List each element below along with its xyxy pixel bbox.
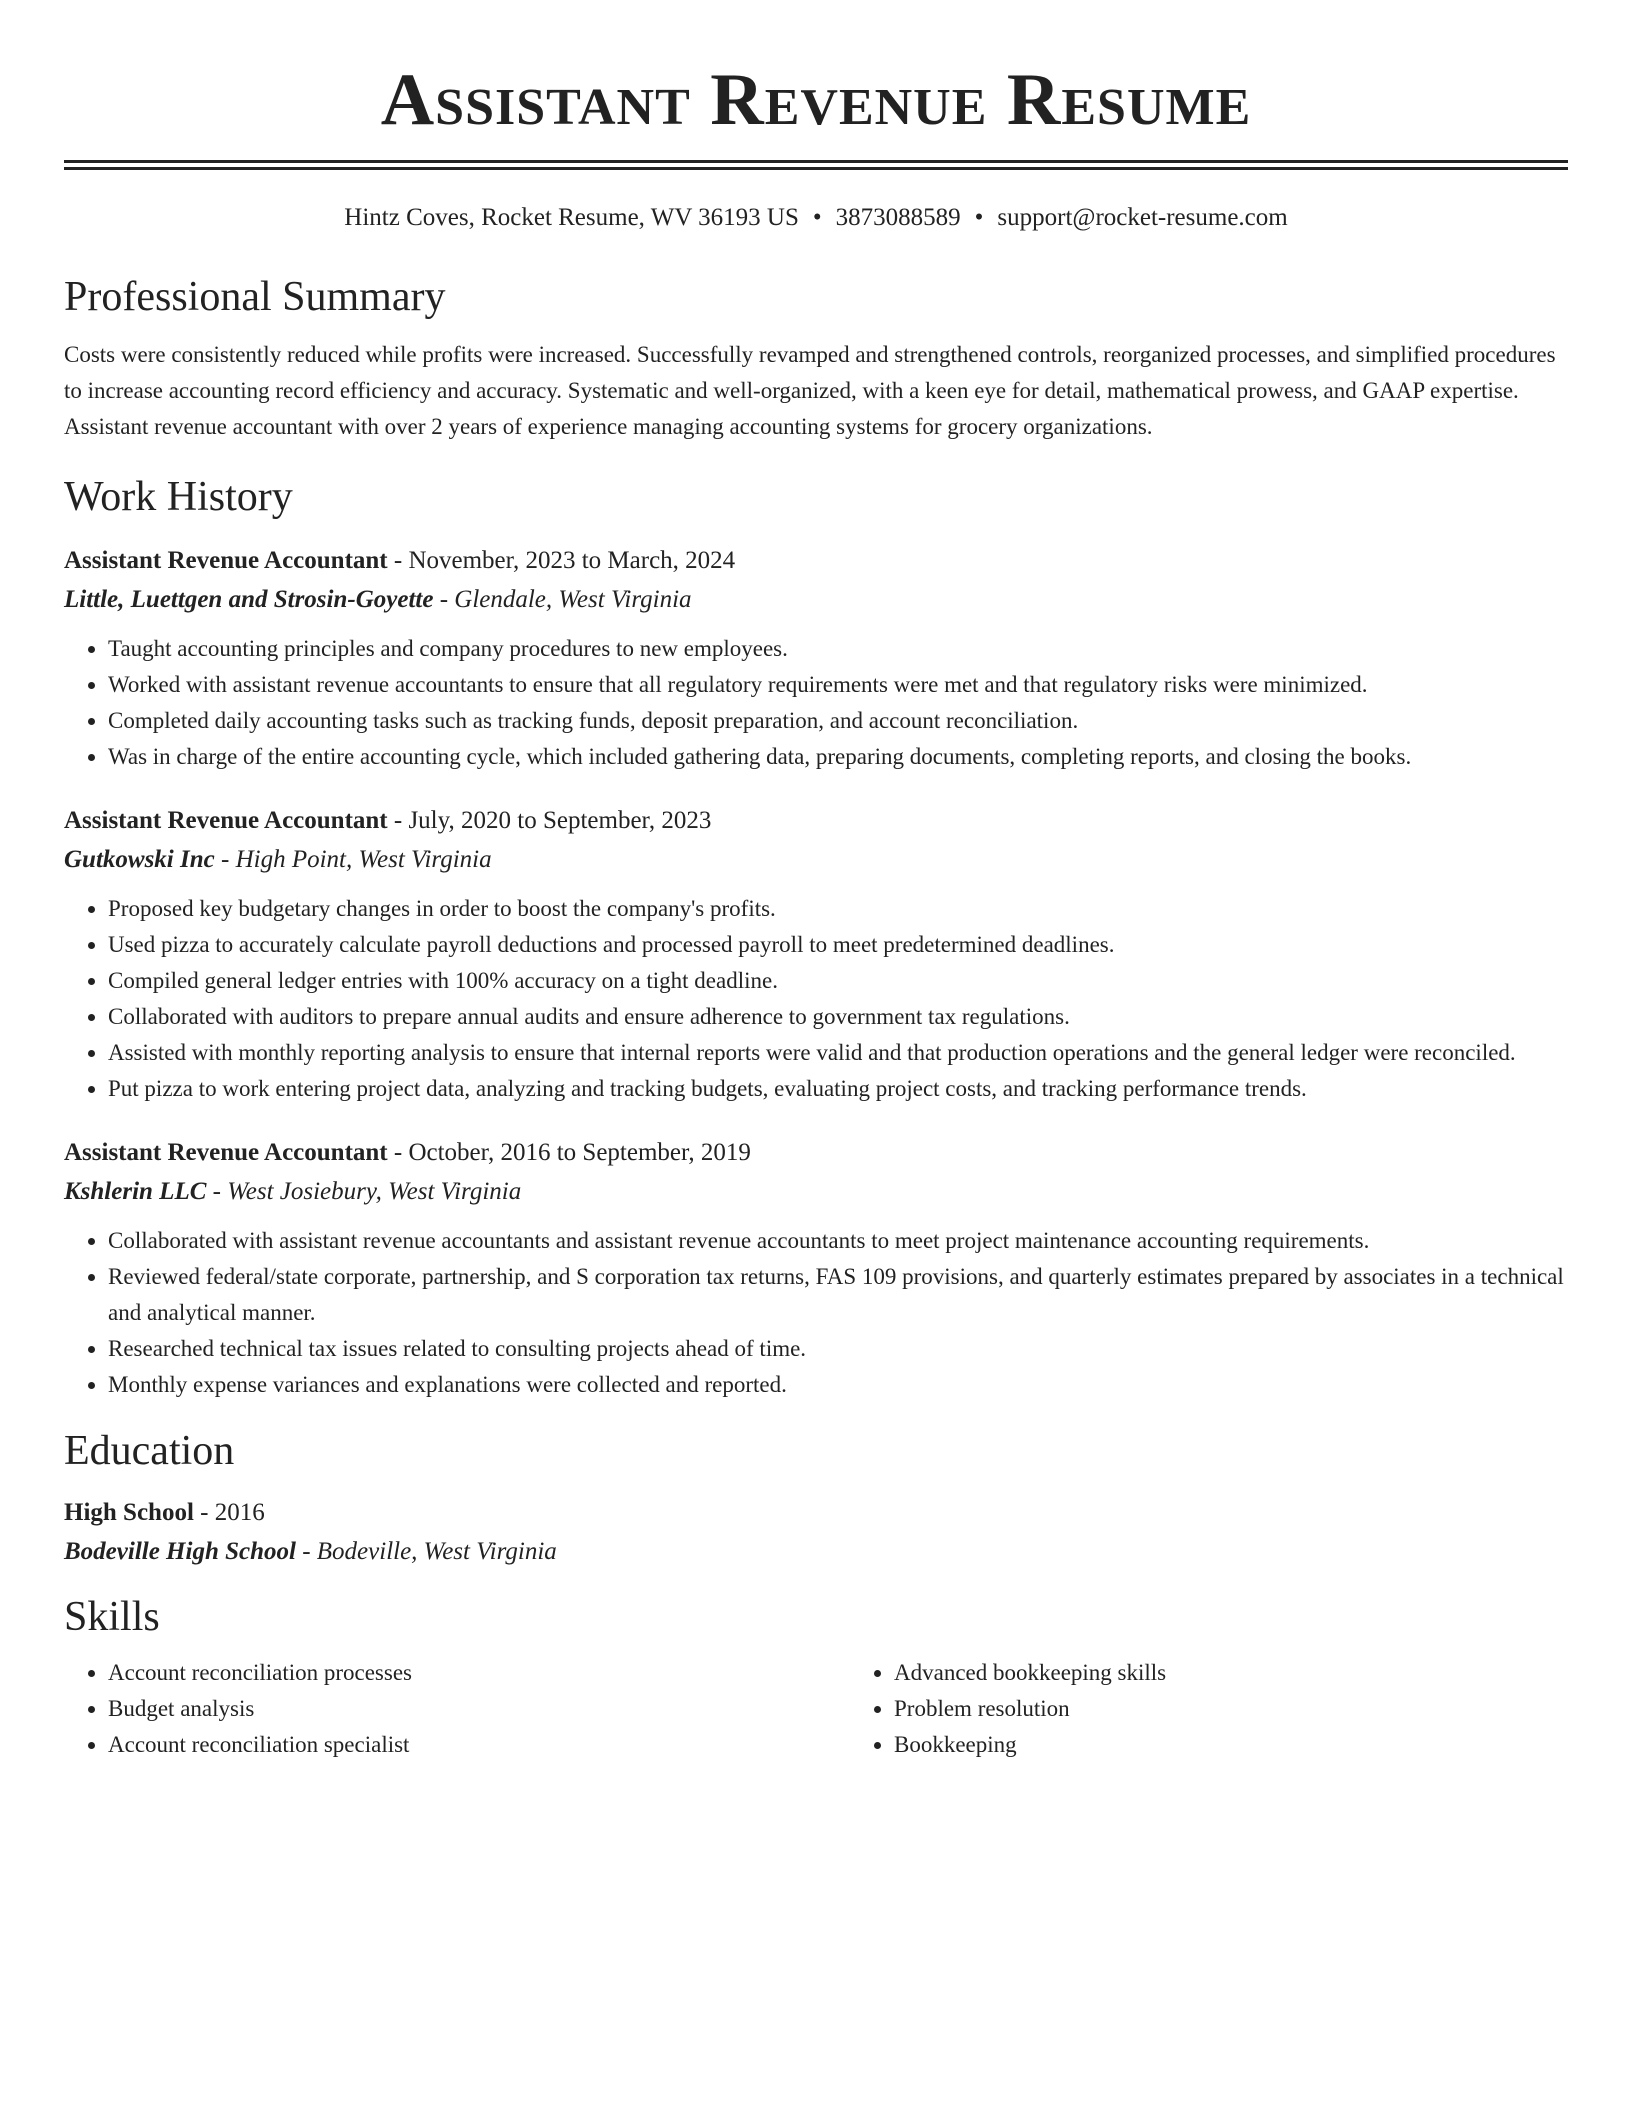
dash: - (206, 1178, 228, 1205)
company-line (64, 581, 1568, 619)
degree: High School (64, 1499, 194, 1526)
job-bullet: • Put pizza to work entering project data, analyzing and tracking budgets, evaluating project costs, and tracking performance trends. (108, 1071, 1568, 1107)
work-history-heading: Work History (64, 474, 293, 520)
job-bullet: • Used pizza to accurately calculate payroll deductions and processed payroll to meet predetermined deadlines. (108, 927, 1568, 963)
job-bullet: • Reviewed federal/state corporate, partnership, and S corporation tax returns, FAS 109 provisions, and quarterly estimates prepared by associates in a technical and analytical manner. (108, 1259, 1568, 1331)
job-bullet: • Collaborated with assistant revenue accountants and assistant revenue accountants to meet project maintenance accounting requirements. (108, 1223, 1568, 1259)
skills-column-2 (850, 1655, 1494, 1763)
job-bullet: • Worked with assistant revenue accountants to ensure that all regulatory requirements were met and that regulatory risks were minimized. (108, 667, 1568, 703)
job-title-line (64, 801, 1568, 841)
company-location: High Point, West Virginia (235, 846, 492, 873)
school-location: Bodeville, West Virginia (316, 1538, 557, 1565)
job-bullet: • Monthly expense variances and explanations were collected and reported. (108, 1367, 1568, 1403)
company-location: West Josiebury, West Virginia (227, 1178, 522, 1205)
job-entry (64, 541, 1568, 775)
graduation-year: 2016 (214, 1499, 265, 1526)
job-entry (64, 801, 1568, 1107)
job-bullets (64, 1223, 1568, 1403)
education-entry (64, 1493, 1568, 1571)
dash: - (295, 1538, 317, 1565)
job-dates: October, 2016 to September, 2019 (408, 1139, 751, 1166)
job-title: Assistant Revenue Accountant (64, 547, 388, 574)
company-name: Gutkowski Inc (64, 846, 215, 873)
job-bullet: • Taught accounting principles and company procedures to new employees. (108, 631, 1568, 667)
skill-item: • Account reconciliation processes (108, 1655, 850, 1691)
company-location: Glendale, West Virginia (454, 586, 692, 613)
resume-title: Assistant Revenue Resume (380, 59, 1252, 141)
job-bullet: • Compiled general ledger entries with 100% accuracy on a tight deadline. (108, 963, 1568, 999)
job-title-line (64, 541, 1568, 581)
skill-item: • Bookkeeping (894, 1727, 1494, 1763)
skill-item: • Advanced bookkeeping skills (894, 1655, 1494, 1691)
job-entry (64, 1133, 1568, 1403)
contact-separator: • (812, 204, 822, 231)
dash: - (387, 807, 409, 834)
title-double-rule (64, 160, 1568, 170)
education-heading: Education (64, 1428, 235, 1474)
skill-item: • Problem resolution (894, 1691, 1494, 1727)
company-name: Little, Luettgen and Strosin-Goyette (64, 586, 434, 613)
contact-line (64, 203, 1568, 233)
dash: - (387, 547, 409, 574)
contact-separator: • (974, 204, 984, 231)
dash: - (387, 1139, 409, 1166)
summary-heading: Professional Summary (64, 274, 446, 320)
degree-line (64, 1493, 1568, 1533)
job-bullet: • Was in charge of the entire accounting cycle, which included gathering data, preparing documents, completing reports, and closing the books. (108, 739, 1568, 775)
contact-email: support@rocket-resume.com (997, 204, 1288, 231)
skill-item: • Account reconciliation specialist (108, 1727, 850, 1763)
dash: - (214, 846, 236, 873)
skills-list (64, 1655, 1568, 1763)
company-line (64, 841, 1568, 879)
skills-column-1 (64, 1655, 850, 1763)
company-name: Kshlerin LLC (64, 1178, 207, 1205)
job-bullets (64, 631, 1568, 775)
dash: - (433, 586, 455, 613)
job-bullet: • Proposed key budgetary changes in order to boost the company's profits. (108, 891, 1568, 927)
school-line (64, 1533, 1568, 1571)
job-bullet: • Assisted with monthly reporting analysis to ensure that internal reports were valid and that production operations and the general ledger were reconciled. (108, 1035, 1568, 1071)
school-name: Bodeville High School (64, 1538, 296, 1565)
skill-item: • Budget analysis (108, 1691, 850, 1727)
contact-address: Hintz Coves, Rocket Resume, WV 36193 US (344, 204, 799, 231)
job-dates: July, 2020 to September, 2023 (408, 807, 712, 834)
summary-text: Costs were consistently reduced while profits were increased. Successfully revamped and strengthened controls, reorganized processes, and simplified procedures to increase accounting record efficiency and accuracy. Systematic and well-organized, with a keen eye for detail, mathematical prowess, and GAAP expertise. Assistant revenue accountant with over 2 years of experience managing accounting systems for grocery organizations. (64, 342, 1556, 439)
skills-heading: Skills (64, 1594, 160, 1640)
job-bullet: • Researched technical tax issues related to consulting projects ahead of time. (108, 1331, 1568, 1367)
job-title-line (64, 1133, 1568, 1173)
job-title: Assistant Revenue Accountant (64, 807, 388, 834)
dash: - (193, 1499, 215, 1526)
company-line (64, 1173, 1568, 1211)
job-dates: November, 2023 to March, 2024 (408, 547, 736, 574)
contact-phone: 3873088589 (835, 204, 961, 231)
job-title: Assistant Revenue Accountant (64, 1139, 388, 1166)
job-bullet: • Collaborated with auditors to prepare annual audits and ensure adherence to government tax regulations. (108, 999, 1568, 1035)
job-bullets (64, 891, 1568, 1107)
job-bullet: • Completed daily accounting tasks such as tracking funds, deposit preparation, and account reconciliation. (108, 703, 1568, 739)
